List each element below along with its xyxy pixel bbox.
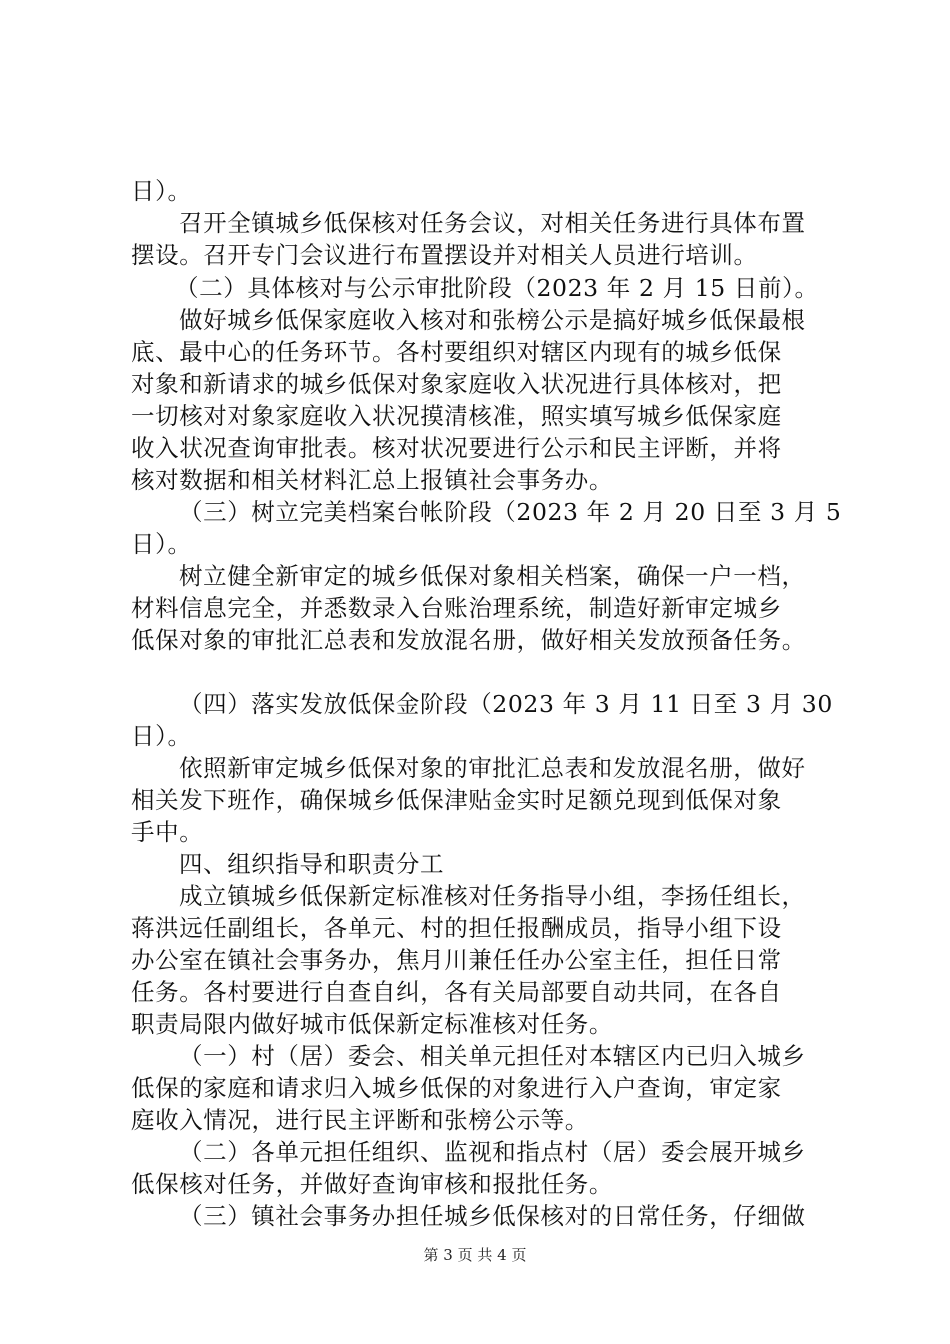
text-line: （二）具体核对与公示审批阶段（2023 年 2 月 15 日前）。: [175, 274, 819, 302]
text-line: （一）村（居）委会、相关单元担任对本辖区内已归入城乡: [179, 1042, 806, 1070]
text-line: 日）。: [131, 722, 192, 750]
text-line: 做好城乡低保家庭收入核对和张榜公示是搞好城乡低保最根: [179, 306, 806, 334]
text-line: 手中。: [131, 818, 204, 846]
text-line: 庭收入情况，进行民主评断和张榜公示等。: [131, 1106, 589, 1134]
text-line: 低保的家庭和请求归入城乡低保的对象进行入户查询，审定家: [131, 1074, 782, 1102]
text-line: 职责局限内做好城市低保新定标准核对任务。: [131, 1010, 613, 1038]
text-line: 树立健全新审定的城乡低保对象相关档案，确保一户一档，: [179, 562, 806, 590]
text-line: 一切核对对象家庭收入状况摸清核准，照实填写城乡低保家庭: [131, 402, 782, 430]
text-line: 低保核对任务，并做好查询审核和报批任务。: [131, 1170, 613, 1198]
section-heading: 四、组织指导和职责分工: [179, 850, 445, 878]
text-line: 任务。各村要进行自查自纠，各有关局部要自动共同，在各自: [131, 978, 782, 1006]
text-line: 摆设。召开专门会议进行布置摆设并对相关人员进行培训。: [131, 241, 758, 269]
text-line: 相关发下班作，确保城乡低保津贴金实时足额兑现到低保对象: [131, 786, 782, 814]
text-line: 日）。: [131, 530, 192, 558]
text-line: 蒋洪远任副组长，各单元、村的担任报酬成员，指导小组下设: [131, 914, 782, 942]
text-line: （三）树立完美档案台帐阶段（2023 年 2 月 20 日至 3 月 5: [179, 498, 842, 526]
text-line: 低保对象的审批汇总表和发放混名册，做好相关发放预备任务。: [131, 626, 806, 654]
text-line: 底、最中心的任务环节。各村要组织对辖区内现有的城乡低保: [131, 338, 782, 366]
page-number-footer: 第 3 页 共 4 页: [423, 1246, 527, 1264]
text-line: 办公室在镇社会事务办，焦月川兼任任办公室主任，担任日常: [131, 946, 782, 974]
text-line: 收入状况查询审批表。核对状况要进行公示和民主评断，并将: [131, 434, 782, 462]
text-line: 核对数据和相关材料汇总上报镇社会事务办。: [131, 466, 613, 494]
text-line: 对象和新请求的城乡低保对象家庭收入状况进行具体核对，把: [131, 370, 782, 398]
text-line: （三）镇社会事务办担任城乡低保核对的日常任务，仔细做: [179, 1202, 806, 1230]
text-line: （四）落实发放低保金阶段（2023 年 3 月 11 日至 3 月 30: [179, 690, 833, 718]
text-line: 日）。: [131, 177, 192, 205]
text-line: 依照新审定城乡低保对象的审批汇总表和发放混名册，做好: [179, 754, 806, 782]
text-line: 召开全镇城乡低保核对任务会议，对相关任务进行具体布置: [179, 209, 806, 237]
text-line: 材料信息完全，并悉数录入台账治理系统，制造好新审定城乡: [131, 594, 782, 622]
text-line: （二）各单元担任组织、监视和指点村（居）委会展开城乡: [179, 1138, 806, 1166]
text-line: 成立镇城乡低保新定标准核对任务指导小组，李扬任组长，: [179, 882, 806, 910]
